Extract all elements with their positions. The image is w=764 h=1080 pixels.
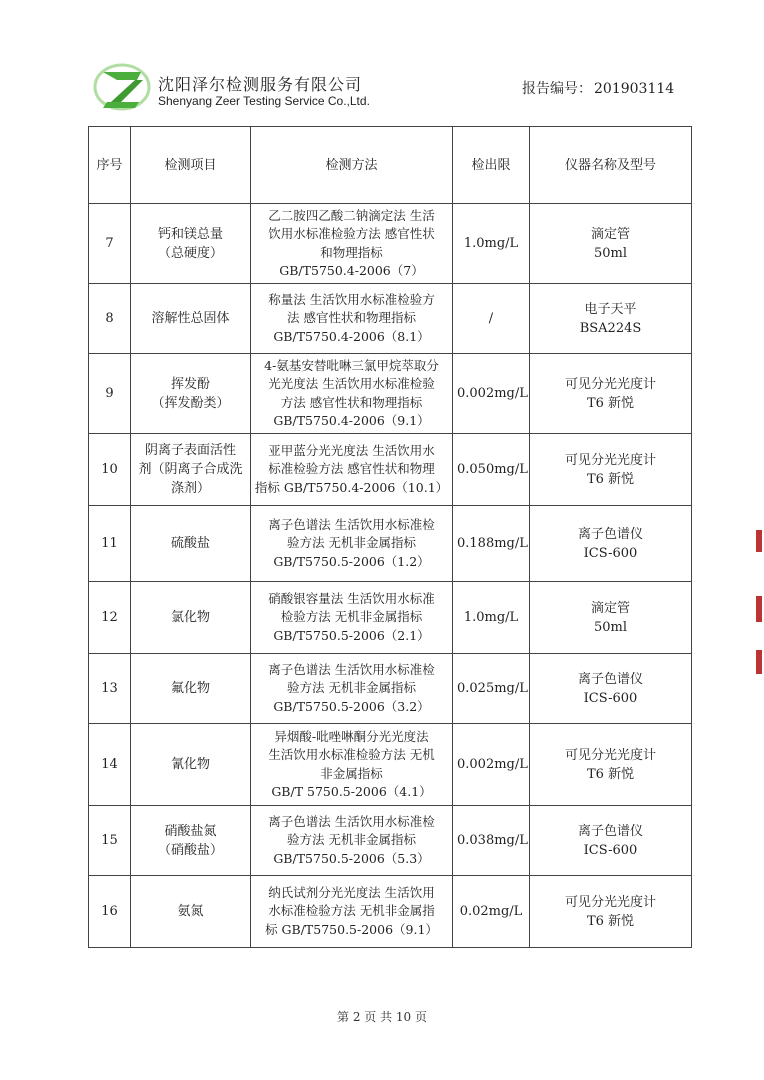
cell-line: 异烟酸-吡唑啉酮分光光度法 bbox=[274, 728, 429, 744]
cell-line: 亚甲蓝分光光度法 生活饮用水 bbox=[268, 442, 435, 458]
cell-line: 离子色谱仪 bbox=[577, 671, 643, 687]
cell-line: 硝酸银容量法 生活饮用水标准 bbox=[268, 590, 435, 606]
table-row bbox=[89, 724, 692, 806]
cell-instrument bbox=[530, 354, 692, 434]
page-footer: 第 2 页 共 10 页 bbox=[337, 1010, 427, 1024]
cell-line: 可见分光光度计 bbox=[564, 452, 656, 468]
cell-instrument bbox=[530, 582, 692, 654]
cell-line: 离子色谱法 生活饮用水标准检 bbox=[268, 813, 435, 829]
cell-line: BSA224S bbox=[579, 320, 642, 336]
cell-limit: 0.050mg/L bbox=[453, 434, 530, 506]
cell-item bbox=[131, 204, 251, 284]
cell-line: 挥发酚 bbox=[170, 376, 210, 392]
cell-method bbox=[251, 284, 453, 354]
cell-line: 离子色谱法 生活饮用水标准检 bbox=[268, 661, 435, 677]
table-row bbox=[89, 654, 692, 724]
cell-line: 标 GB/T5750.5-2006（9.1） bbox=[265, 921, 438, 937]
cell-line: 生活饮用水标准检验方法 无机 bbox=[268, 747, 435, 762]
company-name-en: Shenyang Zeer Testing Service Co.,Ltd. bbox=[158, 94, 370, 108]
cell-instrument bbox=[530, 434, 692, 506]
cell-line: T6 新悦 bbox=[586, 395, 635, 411]
cell-method bbox=[251, 506, 453, 582]
cell-line: GB/T5750.5-2006（2.1） bbox=[273, 627, 430, 643]
table-row bbox=[89, 434, 692, 506]
cell-item bbox=[131, 724, 251, 806]
scan-mark bbox=[756, 650, 762, 674]
table-header-row bbox=[89, 127, 692, 204]
cell-line: 方法 感官性状和物理指标 bbox=[280, 394, 423, 410]
cell-line: 滴定管 bbox=[590, 600, 630, 616]
cell-line: 称量法 生活饮用水标准检验方 bbox=[268, 291, 435, 307]
cell-instrument bbox=[530, 724, 692, 806]
cell-method bbox=[251, 354, 453, 434]
cell-line: 验方法 无机非金属指标 bbox=[287, 535, 416, 551]
cell-no: 11 bbox=[89, 506, 131, 582]
header-no: 序号 bbox=[89, 127, 131, 204]
cell-line: GB/T5750.5-2006（3.2） bbox=[273, 698, 430, 714]
cell-item bbox=[131, 582, 251, 654]
cell-item bbox=[131, 506, 251, 582]
cell-no: 16 bbox=[89, 876, 131, 948]
company-logo-icon bbox=[93, 60, 151, 112]
cell-line: 非金属指标 bbox=[320, 765, 383, 781]
cell-no: 15 bbox=[89, 806, 131, 876]
cell-method bbox=[251, 204, 453, 284]
test-methods-table bbox=[88, 126, 692, 948]
cell-line: 验方法 无机非金属指标 bbox=[287, 832, 416, 848]
cell-instrument bbox=[530, 204, 692, 284]
cell-line: 离子色谱仪 bbox=[577, 823, 643, 839]
cell-item bbox=[131, 876, 251, 948]
cell-line: （挥发酚类） bbox=[151, 395, 230, 411]
report-number-value: 201903114 bbox=[594, 81, 675, 97]
cell-line: ICS-600 bbox=[583, 842, 638, 858]
cell-limit: / bbox=[453, 284, 530, 354]
cell-line: 硫酸盐 bbox=[170, 536, 210, 551]
cell-limit: 1.0mg/L bbox=[453, 582, 530, 654]
table-row bbox=[89, 876, 692, 948]
cell-line: T6 新悦 bbox=[586, 766, 635, 782]
cell-line: GB/T 5750.5-2006（4.1） bbox=[271, 784, 432, 799]
cell-line: 电子天平 bbox=[584, 301, 637, 317]
page-header bbox=[0, 0, 764, 125]
company-name-cn: 沈阳泽尔检测服务有限公司 bbox=[158, 75, 363, 94]
cell-method bbox=[251, 724, 453, 806]
cell-line: 指标 GB/T5750.4-2006（10.1） bbox=[254, 479, 449, 495]
cell-line: 溶解性总固体 bbox=[151, 311, 230, 326]
cell-line: 涤剂） bbox=[170, 481, 210, 496]
table-row bbox=[89, 582, 692, 654]
cell-line: 钙和镁总量 bbox=[157, 226, 223, 242]
cell-item bbox=[131, 434, 251, 506]
cell-line: 可见分光光度计 bbox=[564, 376, 656, 392]
cell-line: 和物理指标 bbox=[320, 244, 383, 260]
cell-line: GB/T5750.4-2006（7） bbox=[279, 263, 424, 278]
cell-method bbox=[251, 582, 453, 654]
cell-line: 饮用水标准检验方法 感官性状 bbox=[268, 226, 435, 241]
scan-mark bbox=[756, 530, 762, 552]
cell-line: 水标准检验方法 无机非金属指 bbox=[268, 903, 435, 919]
cell-line: 离子色谱仪 bbox=[577, 526, 643, 542]
cell-line: T6 新悦 bbox=[586, 913, 635, 929]
cell-line: 硝酸盐氮 bbox=[164, 823, 217, 839]
cell-line: 检验方法 无机非金属指标 bbox=[280, 609, 423, 625]
cell-method bbox=[251, 876, 453, 948]
cell-line: 50ml bbox=[593, 619, 628, 635]
report-number-label: 报告编号： bbox=[522, 81, 592, 97]
cell-line: 阴离子表面活性 bbox=[144, 443, 236, 458]
cell-item bbox=[131, 284, 251, 354]
cell-instrument bbox=[530, 654, 692, 724]
cell-line: 滴定管 bbox=[590, 226, 630, 242]
scan-mark bbox=[756, 596, 762, 622]
header-instrument: 仪器名称及型号 bbox=[530, 127, 692, 204]
cell-line: 可见分光光度计 bbox=[564, 894, 656, 910]
cell-line: （总硬度） bbox=[157, 245, 223, 261]
cell-no: 7 bbox=[89, 204, 131, 284]
cell-line: GB/T5750.4-2006（9.1） bbox=[273, 413, 430, 428]
cell-instrument bbox=[530, 506, 692, 582]
cell-line: ICS-600 bbox=[583, 545, 638, 561]
cell-item bbox=[131, 354, 251, 434]
cell-limit: 0.025mg/L bbox=[453, 654, 530, 724]
cell-line: GB/T5750.5-2006（1.2） bbox=[273, 553, 430, 569]
cell-line: （硝酸盐） bbox=[157, 842, 223, 858]
cell-instrument bbox=[530, 876, 692, 948]
cell-line: 氟化物 bbox=[170, 681, 210, 696]
cell-limit: 0.02mg/L bbox=[453, 876, 530, 948]
cell-line: 50ml bbox=[593, 245, 628, 261]
cell-item bbox=[131, 654, 251, 724]
cell-instrument bbox=[530, 284, 692, 354]
table-row bbox=[89, 284, 692, 354]
cell-item bbox=[131, 806, 251, 876]
cell-line: 纳氏试剂分光光度法 生活饮用 bbox=[268, 884, 435, 900]
cell-line: ICS-600 bbox=[583, 690, 638, 706]
cell-method bbox=[251, 654, 453, 724]
cell-no: 12 bbox=[89, 582, 131, 654]
cell-line: 验方法 无机非金属指标 bbox=[287, 680, 416, 696]
cell-line: 氨氮 bbox=[177, 904, 204, 919]
cell-line: 光光度法 生活饮用水标准检验 bbox=[268, 376, 435, 391]
cell-limit: 0.002mg/L bbox=[453, 724, 530, 806]
table-row bbox=[89, 204, 692, 284]
table-row bbox=[89, 506, 692, 582]
header-method: 检测方法 bbox=[251, 127, 453, 204]
cell-line: 法 感官性状和物理指标 bbox=[287, 310, 416, 326]
cell-limit: 0.002mg/L bbox=[453, 354, 530, 434]
header-item: 检测项目 bbox=[131, 127, 251, 204]
cell-instrument bbox=[530, 806, 692, 876]
cell-line: 乙二胺四乙酸二钠滴定法 生活 bbox=[268, 207, 435, 223]
cell-line: 可见分光光度计 bbox=[564, 747, 656, 763]
header-limit: 检出限 bbox=[453, 127, 530, 204]
cell-no: 9 bbox=[89, 354, 131, 434]
cell-no: 14 bbox=[89, 724, 131, 806]
report-number bbox=[520, 78, 674, 98]
cell-no: 8 bbox=[89, 284, 131, 354]
cell-line: 氰化物 bbox=[170, 757, 210, 772]
cell-line: GB/T5750.4-2006（8.1） bbox=[273, 328, 430, 344]
cell-line: 标准检验方法 感官性状和物理 bbox=[268, 461, 435, 477]
cell-line: 剂（阴离子合成洗 bbox=[138, 462, 243, 477]
cell-line: 离子色谱法 生活饮用水标准检 bbox=[268, 516, 435, 532]
cell-no: 13 bbox=[89, 654, 131, 724]
cell-line: GB/T5750.5-2006（5.3） bbox=[273, 850, 430, 866]
cell-line: 氯化物 bbox=[170, 610, 210, 625]
cell-no: 10 bbox=[89, 434, 131, 506]
cell-limit: 0.038mg/L bbox=[453, 806, 530, 876]
table-row bbox=[89, 806, 692, 876]
cell-limit: 1.0mg/L bbox=[453, 204, 530, 284]
cell-method bbox=[251, 806, 453, 876]
cell-method bbox=[251, 434, 453, 506]
table-row bbox=[89, 354, 692, 434]
cell-limit: 0.188mg/L bbox=[453, 506, 530, 582]
cell-line: T6 新悦 bbox=[586, 471, 635, 487]
cell-line: 4-氨基安替吡啉三氯甲烷萃取分 bbox=[264, 357, 439, 373]
